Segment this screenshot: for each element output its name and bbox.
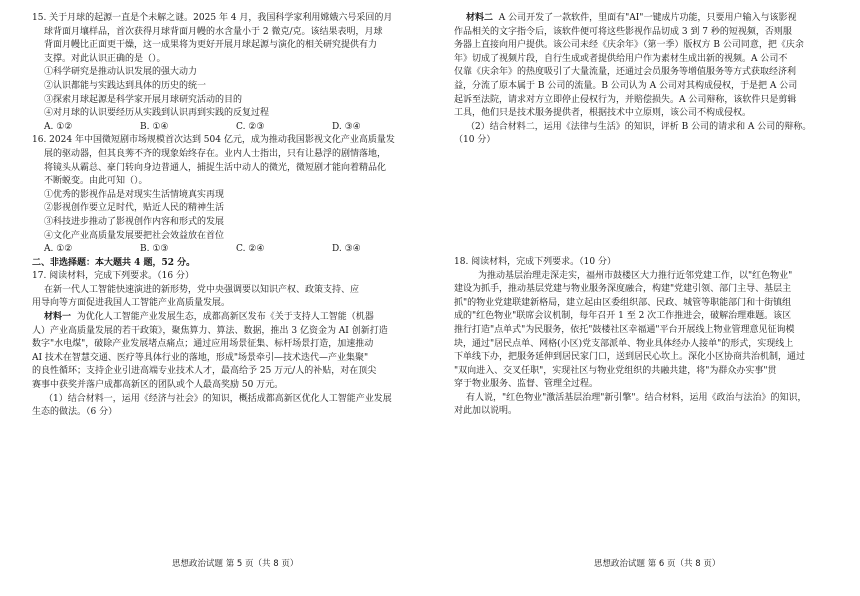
q17-intro-line: 在新一代人工智能快速演进的新形势，党中央强调要以知识产权、政策支持、应	[44, 284, 360, 295]
q17-material-line: 的良性循环；支持企业引进高端专业技术人才，最高给予 25 万元/人的补贴，对在顶尖	[32, 366, 377, 377]
q17-requirement-line: 生态的做法。（6 分）	[32, 407, 118, 418]
material-two-line: 作品相关的文字指令后，该软件便可将这些影视作品切成 3 到 7 秒的短视频，否则服	[454, 26, 792, 37]
q15-stem-line: 15. 关于月球的起源一直是个未解之谜。2025 年 4 月，我国科学家利用嫦娥六号采回的月	[32, 13, 393, 23]
q15-item: ③探索月球起源是科学家开展月球研究活动的目的	[44, 94, 243, 105]
q18-body-line: 穿于物业服务、监督、管理全过程。	[454, 379, 599, 390]
material-two-line: 益，分流了原本属于 B 公司的流量。B 公司认为 A 公司对其构成侵权，于是把 A 公司	[454, 80, 798, 91]
q15-stem-line: 球背面月壤样品，首次获得月球背面月幔的水含量小于 2 微克/克。该结果表明，月球	[44, 26, 383, 37]
q17-intro-line: 用导向等方面促进我国人工智能产业高质量发展。	[32, 298, 231, 309]
q16-stem-line: 不断蜕变。由此可知（）。	[44, 176, 148, 187]
page-footer-right: 思想政治试题 第 6 页（共 8 页）	[594, 559, 721, 569]
q15-item: ④对月球的认识要经历从实践到认识再到实践的反复过程	[44, 108, 270, 119]
q17-material-line: AI 技术在智慧交通、医疗等具体行业的落地，形成"场景牵引—技术迭代—产业集聚"	[32, 352, 369, 363]
q16-item: ①优秀的影视作品是对现实生活情境真实再现	[44, 189, 225, 200]
q18-body-line: 为推动基层治理走深走实，福州市鼓楼区大力推行近邻党建工作，以"红色物业"	[478, 270, 793, 281]
material-two-line: 起诉至法院，请求对方立即停止侵权行为，并赔偿损失。A 公司辩称，该软件只是剪辑	[454, 94, 797, 105]
q16-options	[32, 243, 428, 257]
answer-space	[454, 148, 850, 256]
q15-item: ②认识都能与实践达到具体的历史的统一	[44, 80, 207, 91]
question-18	[454, 256, 850, 419]
q15-option-b: B. ①④	[140, 121, 169, 132]
material-two-line: 仅靠《庆余年》的热度吸引了大量流量，还通过会员服务等增值服务等方式获取经济利	[454, 67, 797, 78]
material-one-text: 为优化人工智能产业发展生态，成都高新区发布《关于支持人工智能（机器	[76, 312, 374, 323]
material-two-line: 年》切成了视频片段，自行生成或者提供给用户作为素材生成出新的视频。A 公司不	[454, 53, 788, 64]
material-one-label: 材料一	[44, 312, 72, 323]
q18-body-line: 块，通过"居民点单、网格(小区)党支部派单、物业具体经办人接单"的形式，实现线上	[454, 338, 794, 349]
q18-requirement-line: 对此加以说明。	[454, 406, 518, 417]
page-footer-left: 思想政治试题 第 5 页（共 8 页）	[172, 559, 299, 569]
q18-requirement-line: 有人说，"红色物业"激活基层治理"新引擎"。结合材料，运用《政治与法治》的知识，	[466, 392, 807, 403]
material-two-line	[454, 12, 850, 26]
q17-requirement-line: （1）结合材料一，运用《经济与社会》的知识，概括成都高新区优化人工智能产业发展	[44, 393, 392, 404]
right-page	[454, 12, 850, 419]
q15-stem-line: 背面月幔比正面更干燥，这一成果将为更好开展月球起源与演化的相关研究提供有力	[44, 40, 378, 51]
q16-option-c: C. ②④	[236, 244, 265, 255]
q17-material-line	[32, 311, 428, 325]
q15-option-d: D. ③④	[332, 121, 361, 132]
q17-material-line: 数字"水电煤"，破除产业发展堵点痛点；通过应用场景征集、标杆场景打造，加速推动	[32, 339, 374, 350]
q15-options	[32, 121, 428, 135]
q17-requirement-2-line: （2）结合材料二，运用《法律与生活》的知识，评析 B 公司的请求和 A 公司的辩称。	[466, 121, 812, 132]
q18-body-line: 建设为抓手，推动基层党建与物业服务深度融合，构建"党建引领、部门主导、基层主	[454, 284, 792, 295]
q15-stem-line: 支撑。对此认识正确的是（）。	[44, 53, 166, 64]
q18-body-line: 推行打造"点单式"为民服务，依托"鼓楼社区幸福通"平台开展线上物业管理意见征询模	[454, 324, 795, 335]
q18-body-line: 下单线下办，把服务延伸到居民家门口，送到居民心坎上。深化小区协商共治机制，通过	[454, 352, 806, 363]
q17-requirement-2-line: （10 分）	[454, 135, 496, 146]
q15-option-a: A. ①②	[44, 121, 73, 132]
q15-item: ①科学研究是推动认识发展的强大动力	[44, 67, 198, 78]
material-two-line: 工具，他们只是技术服务提供者，根据技术中立原则，该公司不构成侵权。	[454, 108, 752, 119]
q17-material-line: 赛事中获奖并落户成都高新区的团队或个人最高奖励 50 万元。	[32, 380, 284, 391]
question-15	[32, 12, 428, 134]
q16-item: ④文化产业高质量发展要把社会效益放在首位	[44, 230, 225, 241]
material-two-line: 务器上直接向用户提供。该公司未经《庆余年》（第一季）版权方 B 公司同意，把《庆余	[454, 40, 804, 51]
q17-title: 17. 阅读材料，完成下列要求。（16 分）	[32, 271, 194, 282]
q17-material-line: 人）产业高质量发展的若干政策》，聚焦算力、算法、数据，推出 3 亿资金为 AI 创新打造	[32, 325, 388, 336]
q16-stem-line: 将镜头从霸总、豪门转向身边普通人，捕捉生活中动人的微光，微短剧才能向着精品化	[44, 162, 387, 173]
question-17	[32, 270, 428, 420]
q16-stem-line: 展的驱动器，但其良莠不齐的现象始终存在。业内人士指出，只有让悬浮的剧情落地，	[44, 148, 387, 159]
q18-body-line: 成的"红色物业"联席会议机制，每年召开 1 至 2 次工作推进会，破解治理难题。该区	[454, 311, 792, 322]
material-two	[454, 12, 850, 148]
q16-option-b: B. ①③	[140, 244, 169, 255]
q18-body-line: "双向进入、交叉任职"，实现社区与物业党组织的共融共建，将"为群众办实事"贯	[454, 365, 777, 376]
q16-item: ③科技进步推动了影视创作内容和形式的发展	[44, 216, 225, 227]
q18-body-line: 抓"的物业党建联建新格局，建立起由区委组织部、民政、城管等职能部门和十街镇组	[454, 297, 792, 308]
q15-option-c: C. ②③	[236, 121, 265, 132]
q16-option-a: A. ①②	[44, 244, 73, 255]
q18-title: 18. 阅读材料，完成下列要求。（10 分）	[454, 256, 616, 267]
material-two-label: 材料二	[466, 13, 494, 23]
question-16	[32, 134, 428, 256]
section-heading: 二、非选择题：本大题共 4 题，52 分。	[32, 257, 196, 268]
q16-stem-line: 16. 2024 年中国微短剧市场规模首次达到 504 亿元，成为推动我国影视文化产业高质量发	[32, 135, 395, 146]
q16-item: ②影视创作要立足时代，贴近人民的精神生活	[44, 203, 225, 214]
q16-option-d: D. ③④	[332, 244, 361, 255]
material-two-text: A 公司开发了一款软件，里面有"AI"一键成片功能，只要用户输入与该影视	[498, 13, 797, 23]
left-page	[32, 12, 428, 420]
